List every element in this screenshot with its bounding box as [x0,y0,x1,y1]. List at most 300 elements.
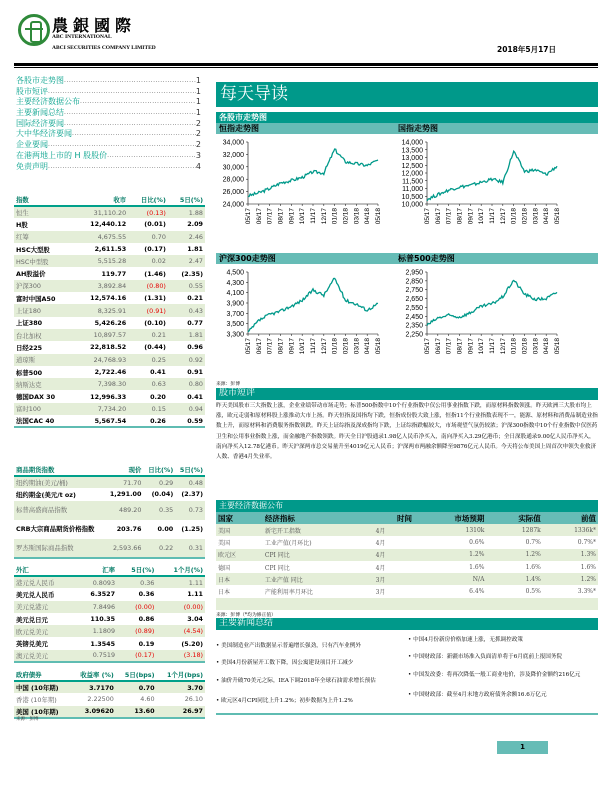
cell-d5: 0.96 [187,343,203,352]
cell-close: 0.7519 [75,650,117,662]
column-header: 5日(%) [168,193,205,206]
table-row [14,206,205,218]
cell-name: AH股溢价 [16,270,46,279]
column-header: 5日(bps) [116,668,157,681]
cell-d1: (0.17) [144,245,166,254]
svg-text:09/17: 09/17 [288,338,296,355]
cell-close: 2.22500 [87,695,114,704]
charts-row2-header [216,253,598,264]
cell-d5: 3.04 [187,615,203,624]
econ-cell: 1.4% [486,573,542,585]
cell-d5: 26.10 [184,695,203,704]
news-item: • 欧元区4月CPI同比上升1.2%；初步数据为上升1.2% [216,698,353,704]
svg-text:2,350: 2,350 [405,322,423,330]
table-row [14,354,205,366]
table-row [14,231,205,243]
cell-name: 沪深300 [14,280,73,292]
cell-d1: 0.36 [117,576,156,588]
svg-text:05/17: 05/17 [424,208,431,225]
svg-text:3,900: 3,900 [226,300,244,308]
econ-cell: 日本 [216,573,263,585]
table-row [14,280,205,292]
toc-item[interactable] [16,76,201,87]
cell-close: 71.70 [104,476,143,488]
cell-d1: (0.91) [128,304,168,316]
cell-d1: (0.10) [144,318,166,327]
cell-d1: 0.21 [128,329,168,341]
table-row [14,681,205,693]
svg-text:11/17: 11/17 [489,338,496,354]
cell-close: 489.20 [104,501,143,520]
svg-text:07/17: 07/17 [445,208,453,225]
cell-name: 法国CAC 40 [14,415,73,427]
econ-cell: 0.7% [525,538,541,546]
svg-text:08/17: 08/17 [277,338,285,355]
chart-title-hsi: 恒指走势图 [219,124,259,133]
table-row [14,539,205,558]
svg-text:4,100: 4,100 [226,290,244,298]
cell-name: 上证380 [16,319,43,328]
header-divider [14,63,598,66]
svg-text:06/17: 06/17 [434,208,442,225]
column-header: 前值 [543,512,598,524]
cell-close: 2,611.53 [94,245,127,254]
cell-close: 110.35 [90,615,116,624]
svg-text:10/17: 10/17 [299,338,307,355]
cell-name: 台北加权 [14,329,73,341]
svg-text:3,700: 3,700 [226,310,244,318]
table-row [14,378,205,390]
svg-text:03/18: 03/18 [532,338,540,355]
toc-page: 1 [195,76,201,85]
svg-text:12/17: 12/17 [499,338,507,355]
table-row [216,536,598,548]
econ-cell: 4月 [375,539,386,547]
table-header-row [14,668,205,681]
econ-cell: 1336k* [543,524,598,536]
cell-d5: (2.35) [181,269,203,278]
toc-page: 2 [195,118,201,128]
commentary-text: 昨天美国股市三大指数上涨，企业业绩带动市场走势；标普500指数中10个行业指数中仅公用事业指数下跌，而原材料指数领涨。昨天欧洲三大股市均上涨，欧元走弱和原材料股上涨推动大市上扬。昨天恒指及国指均下跌，恒指成份股大致上涨，恒指11个行业指数表现不一，能源、原材料和消费品制造业指数上升，而原材料和消费服务指数领跌。昨天上证综指及深成指均下跌，上证综指跌幅较大，市场观望气氛仍较浓；沪深300指数中10个行业指数中仅医药卫生和公用事业指数上涨，而金融地产指数领跌。昨天全日沪股通录1.98亿人民币净买入，南向净买入3.29亿港币；全日深股通录9.00亿人民币净买入，南向净买入12.78亿港币。昨天沪深两市总交易量升至4019亿元人民币；沪深两市两融余额降至9876亿元人民币。今天将公布美国上周首次申领失业救济人数、香港4月失业率。 [216,403,598,461]
cell-d5: 1.88 [168,206,205,218]
econ-cell: 美国 [216,524,263,536]
cell-d5: 0.77 [187,318,203,327]
table-of-contents [16,76,201,172]
svg-text:05/18: 05/18 [554,338,561,355]
news-divider [216,713,598,715]
svg-text:09/17: 09/17 [288,208,296,225]
svg-text:02/18: 02/18 [342,338,350,355]
column-header: 指数 [14,193,73,206]
table-row [216,561,598,573]
svg-text:4,500: 4,500 [226,269,244,277]
svg-text:26,000: 26,000 [222,189,244,197]
svg-text:11/17: 11/17 [310,338,317,354]
svg-text:09/17: 09/17 [467,208,475,225]
cell-d5: 2.46 [168,231,205,243]
header-divider-thin [14,67,598,68]
column-header: 收益率 (%) [70,668,116,681]
cell-close: 3,892.84 [73,280,128,292]
table-row [14,243,205,255]
cell-d5: (4.54) [156,625,205,637]
cell-d5: 1.81 [168,329,205,341]
cell-close: 12,996.33 [90,392,127,401]
econ-data-table [216,512,598,610]
toc-item[interactable] [16,97,201,108]
econ-cell: CPI 同比 [264,564,290,572]
svg-text:2,550: 2,550 [405,304,423,312]
svg-text:01/18: 01/18 [510,208,518,225]
cell-name: HSC大型股 [16,245,50,254]
brand-name-cn: 農銀國際 [52,16,137,35]
toc-page: 1 [195,86,201,96]
svg-text:04/18: 04/18 [543,338,551,355]
svg-text:11/17: 11/17 [489,208,496,224]
chart-title-sp500: 标普500走势图 [398,254,455,263]
cell-close: 2,722.46 [94,368,127,376]
econ-cell: 工业产值 同比 [263,573,374,585]
svg-text:12/17: 12/17 [499,208,507,225]
column-header: 1个月(bps) [157,668,205,681]
cell-close: 5,426.26 [94,318,127,327]
svg-text:07/17: 07/17 [445,338,453,355]
svg-text:03/18: 03/18 [353,208,361,225]
svg-text:05/17: 05/17 [245,208,252,225]
econ-source: 来源：彭博（*均为修正值） [216,613,276,618]
news-item: • 美国4月份新屋开工数下降，因公寓建设项目开工减少 [216,660,354,666]
econ-cell: 0.6% [469,538,485,546]
brand-company-name: ABCI SECURITIES COMPANY LIMITED [52,45,156,51]
toc-leader [64,76,196,87]
cell-d1: 0.15 [128,403,168,415]
toc-page: 1 [195,97,201,107]
cell-d1: 0.19 [138,639,155,648]
cell-d1: (0.17) [117,650,156,662]
cell-d5: 0.91 [187,368,203,376]
table-row [14,520,205,539]
table-row [14,415,205,427]
table-header-row [14,563,205,576]
toc-leader [48,162,196,173]
svg-text:13,500: 13,500 [401,147,423,155]
svg-text:11/17: 11/17 [310,208,317,224]
cell-d5: 0.31 [175,539,205,558]
toc-label: 国际经济要闻 [16,118,64,128]
cell-d1: (1.31) [144,294,166,303]
svg-text:09/17: 09/17 [467,338,475,355]
toc-item[interactable] [16,151,201,162]
cell-d5: 0.41 [187,392,203,401]
cell-d1: (0.80) [128,280,168,292]
cell-name: 上证180 [14,304,73,316]
svg-text:3,500: 3,500 [226,321,244,329]
svg-text:01/18: 01/18 [331,338,339,355]
cell-name: 欧元兑美元 [14,625,75,637]
toc-item[interactable] [16,140,201,151]
toc-leader [107,151,196,162]
cell-d1: 13.60 [116,706,157,718]
econ-cell: 产能利用率月环比 [264,589,313,597]
cell-d5: 0.55 [168,280,205,292]
cell-d1: 0.35 [143,501,175,520]
svg-text:32,000: 32,000 [222,151,244,159]
svg-text:02/18: 02/18 [521,208,529,225]
svg-text:01/18: 01/18 [510,338,518,355]
table-row [14,693,205,705]
table-row [14,501,205,520]
cell-name: H股 [16,220,28,229]
econ-cell: N/A [414,573,486,585]
cell-close: 10,897.57 [73,329,128,341]
econ-cell: 1.3% [543,549,598,561]
page-title: 每天导读 [216,82,598,107]
toc-page: 4 [195,161,201,171]
cell-d5: 0.43 [168,304,205,316]
econ-cell: 6.4% [469,588,485,596]
toc-label: 企业要闻 [16,140,48,150]
svg-text:04/18: 04/18 [364,208,372,225]
econ-cell: 新宅开工指数 [263,524,374,536]
toc-label: 主要经济数据公布 [16,97,80,107]
econ-cell: 1287k [486,524,542,536]
cell-d5: 2.09 [187,220,203,229]
column-header: 日比(%) [128,193,168,206]
table-row [14,366,205,378]
column-header: 1个月(%) [156,563,205,576]
econ-cell: 0.5% [525,588,541,596]
report-date: 2018年5月17日 [497,45,557,54]
cell-close: 6.3527 [90,590,116,599]
table-row [14,576,205,588]
table-row [14,255,205,267]
cell-name: 纽约期油(美元/桶) [14,476,104,488]
svg-text:04/18: 04/18 [543,208,551,225]
svg-text:02/18: 02/18 [521,338,529,355]
svg-text:13,000: 13,000 [401,155,423,162]
toc-leader [64,108,196,119]
cell-name: HSC中型股 [14,255,73,267]
indices-table [14,193,205,428]
svg-text:08/17: 08/17 [277,208,285,225]
cell-name: 美国 (10年期) [14,706,70,718]
cell-close: 203.76 [116,525,142,534]
toc-item[interactable] [16,87,201,98]
cell-name: 标普高盛商品指数 [14,501,104,520]
cell-d5: 0.59 [168,415,205,427]
table-row [14,476,205,488]
column-header: 实际值 [486,512,542,524]
commodities-table [14,463,205,559]
svg-text:30,000: 30,000 [222,164,244,172]
chart-hsi [216,136,394,251]
column-header: 商品期货指数 [14,463,104,476]
svg-text:05/17: 05/17 [424,338,431,355]
cell-d1: (0.00) [117,601,156,613]
chart-sp500 [395,266,573,381]
svg-text:12/17: 12/17 [320,208,328,225]
chart-csi300 [216,266,394,381]
news-item: • 中国财政部：截至4月末地方政府债务余额16.6万亿元 [408,692,547,698]
svg-text:06/17: 06/17 [434,338,442,355]
cell-d1: 0.00 [157,525,174,534]
commentary-header: 股市短评 [216,388,598,400]
svg-text:4,300: 4,300 [226,279,244,287]
econ-cell: 4月 [375,564,386,572]
abc-logo-icon [18,14,50,46]
column-header: 政府债券 [14,668,70,681]
table-row [14,267,205,279]
cell-d1: 0.63 [128,378,168,390]
svg-text:14,000: 14,000 [401,139,423,147]
cell-d5: (5.20) [181,639,203,648]
page-number: 1 [497,741,548,754]
cell-name: 纽约期金(美元/t oz) [16,490,76,499]
svg-text:07/17: 07/17 [266,208,274,225]
cell-d5: (1.25) [181,525,203,534]
cell-name: 港元兑人民币 [14,576,75,588]
econ-cell: 1.6% [525,563,541,571]
cell-close: 119.77 [101,269,127,278]
econ-cell: 1.6% [469,563,485,571]
toc-item[interactable] [16,119,201,130]
cell-d5: 0.48 [175,476,205,488]
econ-cell: 美国 [218,539,231,547]
toc-item[interactable] [16,108,201,119]
toc-leader [48,140,196,151]
table-row [14,304,205,316]
cell-d5: 1.11 [156,576,205,588]
svg-text:10/17: 10/17 [478,338,486,355]
toc-leader [80,97,196,108]
cell-d5: 3.70 [157,681,205,693]
econ-cell: 1310k [414,524,486,536]
cell-close: 3.7170 [70,681,116,693]
table-row [216,573,598,585]
cell-d1: (0.04) [151,490,174,499]
cell-close: 24,768.93 [73,354,128,366]
cell-d5: 0.21 [187,294,203,303]
cell-close: 31,110.20 [73,206,128,218]
cell-d5: 1.81 [187,245,203,254]
svg-text:08/17: 08/17 [456,208,464,225]
cell-close: 12,574.16 [90,294,127,303]
cell-d1: 0.70 [128,231,168,243]
svg-text:01/18: 01/18 [331,208,339,225]
toc-label: 股市短评 [16,86,48,96]
svg-text:03/18: 03/18 [353,338,361,355]
cell-d5: (3.18) [156,650,205,662]
cell-d1: 0.26 [128,415,168,427]
news-item: • 中国发改委：将再次降低一般工商业电价，涉及降价金额约216亿元 [408,672,581,678]
cell-name: 富时中国A50 [16,294,56,303]
svg-text:12,500: 12,500 [401,162,423,170]
econ-cell: 3月 [374,573,414,585]
table-row [14,601,205,613]
econ-data-header: 主要经济数据公布 [216,500,598,512]
table-row [216,585,598,597]
toc-item[interactable] [16,129,201,140]
cell-d5: 0.73 [175,501,205,520]
news-item: • 中国财政部：新疆市场准入负面清单将于6月底前上报国务院 [408,654,563,660]
table-row [14,390,205,402]
column-header: 市场预期 [414,512,486,524]
cell-name: 红筹 [14,231,73,243]
table-row [14,625,205,637]
table-row [14,317,205,329]
bonds-source: 来源：彭博 [16,717,39,722]
svg-text:08/17: 08/17 [456,338,464,355]
column-header: 汇率 [75,563,117,576]
toc-leader [72,129,196,140]
cell-d5: 0.80 [168,378,205,390]
econ-cell: CPI 同比 [263,549,374,561]
cell-name: 英镑兑美元 [16,640,48,649]
table-row [14,488,205,500]
news-header: 主要新闻总结 [216,618,598,630]
svg-text:2,850: 2,850 [405,278,423,286]
cell-close: 2,593.66 [104,539,143,558]
cell-d5: 0.92 [168,354,205,366]
charts-section-header: 各股市走势图 [216,112,598,123]
brand-name-en: ABC INTERNATIONAL [52,34,112,40]
cell-close: 1,291.00 [109,490,142,499]
toc-label: 大中华经济要闻 [16,129,72,139]
chart-title-csi300: 沪深300走势图 [219,254,276,263]
econ-cell: 3月 [375,589,386,597]
cell-d1: (1.46) [144,269,166,278]
toc-label: 各股市走势图 [16,76,64,85]
svg-text:02/18: 02/18 [342,208,350,225]
svg-text:10,000: 10,000 [401,201,423,209]
cell-close: 1.3545 [90,639,116,648]
cell-name: 罗杰斯国际商品指数 [14,539,104,558]
column-header: 5日(%) [175,463,205,476]
svg-text:05/18: 05/18 [375,208,382,225]
news-item: • 中国4月份新房价格加速上涨，无抓调控政策 [408,637,523,643]
cell-d5: (2.37) [181,490,203,499]
svg-text:10,500: 10,500 [401,193,423,201]
svg-text:05/18: 05/18 [375,338,382,355]
cell-name: 日经225 [16,343,43,352]
cell-d1: 0.36 [138,590,155,599]
table-row [216,549,598,561]
charts-row1-header [216,123,598,134]
toc-label: 主要新闻总结 [16,108,64,118]
news-item: • 油价升破70美元之际，IEA下调2018年全球石油需求增长预估 [216,678,376,684]
table-header-row [216,512,598,524]
toc-item[interactable] [16,162,201,173]
cell-d1: 0.20 [150,392,166,401]
toc-page: 2 [195,140,201,150]
cell-d1: 4.60 [140,695,155,704]
table-row [14,637,205,649]
cell-close: 7,734.20 [73,403,128,415]
econ-cell: 1.6% [580,563,596,571]
cell-close: 4,675.55 [73,231,128,243]
econ-cell: 欧元区 [216,549,263,561]
svg-text:2,650: 2,650 [405,296,423,304]
cell-d1: 0.41 [150,368,166,376]
toc-page: 2 [195,129,201,139]
econ-cell: 4月 [374,524,414,536]
cell-close: 3.09620 [70,706,116,718]
svg-text:12,000: 12,000 [401,170,423,178]
toc-label: 在港两地上市的 H 股股价 [16,150,108,160]
svg-text:2,750: 2,750 [405,287,423,295]
svg-text:24,000: 24,000 [222,201,244,209]
cell-d1: 0.25 [128,354,168,366]
